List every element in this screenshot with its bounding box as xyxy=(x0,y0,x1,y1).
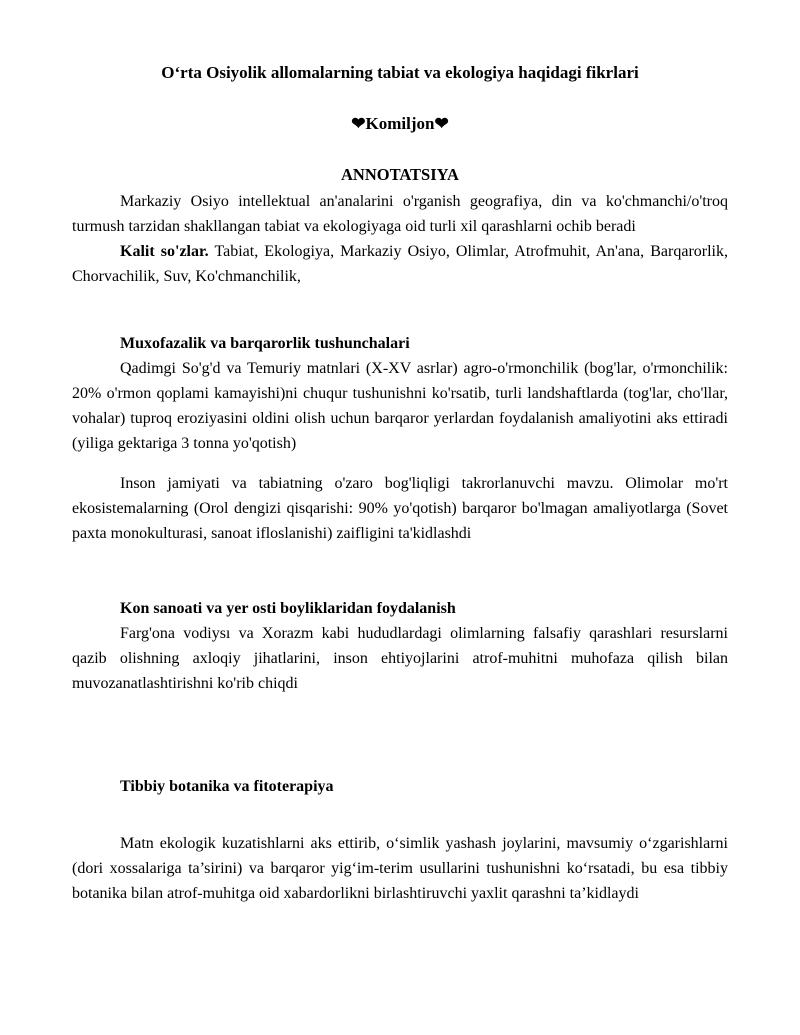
document-title: O‘rta Osiyolik allomalarning tabiat va ekologiya haqidagi fikrlari xyxy=(161,63,639,82)
section-heading: Tibbiy botanika va fitoterapiya xyxy=(120,778,334,795)
annotation-paragraph: Markaziy Osiyo intellektual an'analarini o'rganish geografiya, din va ko'chmanchi/o'troq turmush tarzidan shakllangan tabiat va ekologiyaga oid turli xil qarashlarni ochib beradi xyxy=(72,193,728,235)
section-paragraph: Matn ekologik kuzatishlarni aks ettirib, o‘simlik yashash joylarini, mavsumiy o‘zgarishlarni (dori xossalariga ta’sirini) va barqaror yig‘im-terim usullarini tushunishni ko‘rsatadi, bu esa tibbiy botanika bilan atrof-muhitga oid xabardorlikni birlashtiruvchi yaxlit qarashni ta’kidlaydi xyxy=(72,835,728,902)
keywords-label: Kalit so'zlar. xyxy=(120,243,209,260)
author-line: ❤Komiljon❤ xyxy=(351,114,449,133)
annotation-heading: ANNOTATSIYA xyxy=(341,165,459,184)
keywords-paragraph xyxy=(72,239,728,289)
section-mining-resources xyxy=(72,596,728,696)
section-paragraph: Inson jamiyati va tabiatning o'zaro bog'liqligi takrorlanuvchi mavzu. Olimolar mo'rt ekosistemalarning (Orol dengizi qisqarishi: 90% yo'qotish) barqaror bo'lmagan amaliyotlarga (Sovet paxta monokulturasi, sanoat ifloslanishi) zaifligini ta'kidlashdi xyxy=(72,475,728,542)
keywords-text: Tabiat, Ekologiya, Markaziy Osiyo, Olimlar, Atrofmuhit, An'ana, Barqarorlik, Chorvachilik, Suv, Ko'chmanchilik, xyxy=(72,243,728,285)
section-medical-botany xyxy=(72,774,728,906)
section-paragraph: Farg'ona vodiysı va Xorazm kabi hududlardagi olimlarning falsafiy qarashlari resurslarni qazib olishning axloqiy jihatlarini, inson ehtiyojlarini atrof-muhitni muhofaza qilish bilan muvozanatlashtirishni ko'rib chiqdi xyxy=(72,625,728,692)
section-heading: Kon sanoati va yer osti boyliklaridan foydalanish xyxy=(120,600,456,617)
section-conservation-sustainability xyxy=(72,331,728,546)
section-heading: Muxofazalik va barqarorlik tushunchalari xyxy=(120,335,410,352)
section-paragraph: Qadimgi So'g'd va Temuriy matnlari (X-XV asrlar) agro-o'rmonchilik (bog'lar, o'rmonchilik: 20% o'rmon qoplami kamayishi)ni chuqur tushunishni ko'rsatib, turli landshaftlarda (tog'lar, cho'llar, vohalar) tuproq eroziyasini oldini olish uchun barqaror yerlardan foydalanish amaliyotini aks ettiradi (yiliga gektariga 3 tonna yo'qotish) xyxy=(72,360,728,452)
